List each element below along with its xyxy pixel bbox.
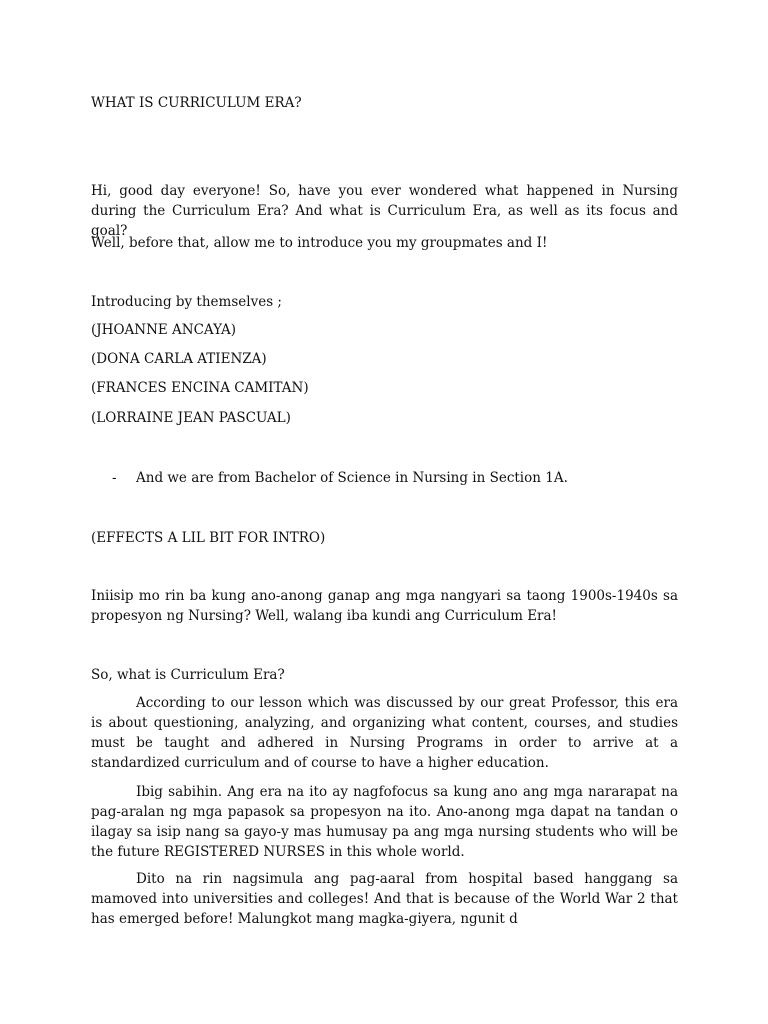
effects-note: (EFFECTS A LIL BIT FOR INTRO): [91, 530, 326, 546]
member-name: (LORRAINE JEAN PASCUAL): [91, 410, 291, 426]
member-name: (FRANCES ENCINA CAMITAN): [91, 380, 309, 396]
tagalog-question: Iniisip mo rin ba kung ano-anong ganap ang mga nangyari sa taong 1900s-1940s sa propesyon ng Nursing? Well, walang iba kundi ang Curriculum Era!: [91, 588, 678, 624]
document-title: WHAT IS CURRICULUM ERA?: [91, 95, 302, 111]
section-info: And we are from Bachelor of Science in Nursing in Section 1A.: [136, 470, 568, 486]
member-name: (DONA CARLA ATIENZA): [91, 351, 267, 367]
section-question: So, what is Curriculum Era?: [91, 667, 285, 683]
paragraph-3: Dito na rin nagsimula ang pag-aaral from hospital based hanggang sa mamoved into universities and colleges! And that is because of the World War 2 that has emerged before! Malungkot mang magka-giyera, ngunit d: [91, 871, 678, 927]
intro-paragraph: Hi, good day everyone! So, have you ever wondered what happened in Nursing during the Curriculum Era? And what is Curriculum Era, as well as its focus and goal?: [91, 183, 678, 239]
paragraph-1: According to our lesson which was discussed by our great Professor, this era is about questioning, analyzing, and organizing what content, courses, and studies must be taught and adhered in Nursing Programs in order to arrive at a standardized curriculum and of course to have a higher education.: [91, 695, 678, 771]
intro-line-2: Well, before that, allow me to introduce you my groupmates and I!: [91, 235, 548, 251]
bullet-dash: -: [112, 470, 117, 486]
member-name: (JHOANNE ANCAYA): [91, 322, 237, 338]
introducing-label: Introducing by themselves ;: [91, 294, 282, 310]
paragraph-2: Ibig sabihin. Ang era na ito ay nagfofocus sa kung ano ang mga nararapat na pag-aralan ng mga papasok sa propesyon na ito. Ano-anong mga dapat na tandan o ilagay sa isip nang sa gayo-y mas humusay pa ang mga nursing students who will be the future REGISTERED NURSES in this whole world.: [91, 784, 678, 860]
